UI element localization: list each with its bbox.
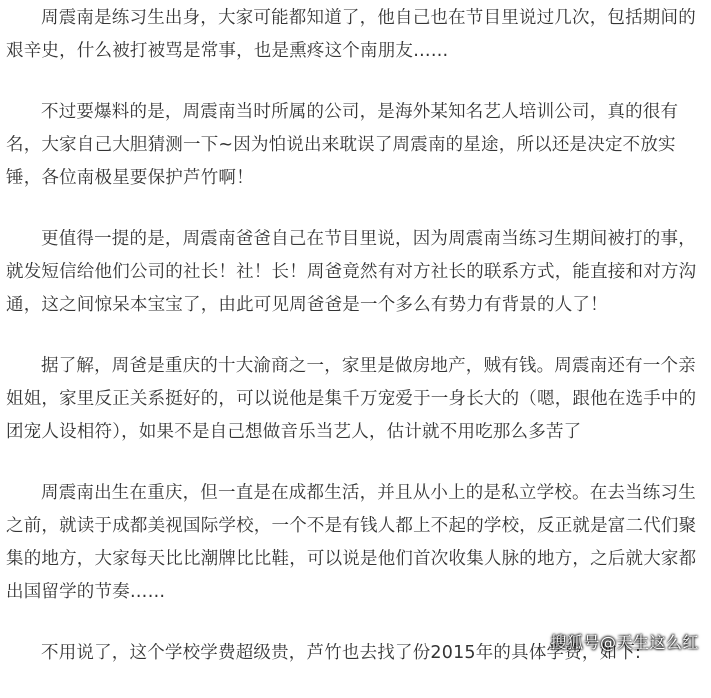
paragraph-1: 周震南是练习生出身，大家可能都知道了，他自己也在节目里说过几次，包括期间的艰辛史，什么被打被骂是常事，也是熏疼这个南朋友…… (6, 8, 696, 61)
paragraph-6: 不用说了，这个学校学费超级贵，芦竹也去找了份2015年的具体学费，如下: (41, 643, 642, 663)
article-body (6, 0, 706, 698)
sohu-watermark: 搜狐号@天生这么红 (550, 633, 699, 652)
paragraph-5: 周震南出生在重庆，但一直是在成都生活，并且从小上的是私立学校。在去当练习生之前，就读于成都美视国际学校，一个不是有钱人都上不起的学校，反正就是富二代们聚集的地方，大家每天比比潮牌比比鞋，可以说是他们首次收集人脉的地方，之后就大家都出国留学的节奏…… (6, 483, 697, 602)
paragraph-2: 不过要爆料的是，周震南当时所属的公司，是海外某知名艺人培训公司，真的很有名，大家自己大胆猜测一下~因为怕说出来耽误了周震南的星途，所以还是决定不放实锤，各位南极星要保护芦竹啊！ (6, 102, 679, 188)
paragraph-3: 更值得一提的是，周震南爸爸自己在节目里说，因为周震南当练习生期间被打的事，就发短信给他们公司的社长！社！长！周爸竟然有对方社长的联系方式，能直接和对方沟通，这之间惊呆本宝宝了，由此可见周爸爸是一个多么有势力有背景的人了！ (6, 229, 697, 315)
paragraph-4: 据了解，周爸是重庆的十大渝商之一，家里是做房地产，贼有钱。周震南还有一个亲姐姐，家里反正关系挺好的，可以说他是集千万宠爱于一身长大的（嗯，跟他在选手中的团宠人设相符），如果不是自己想做音乐当艺人，估计就不用吃那么多苦了 (6, 356, 697, 442)
